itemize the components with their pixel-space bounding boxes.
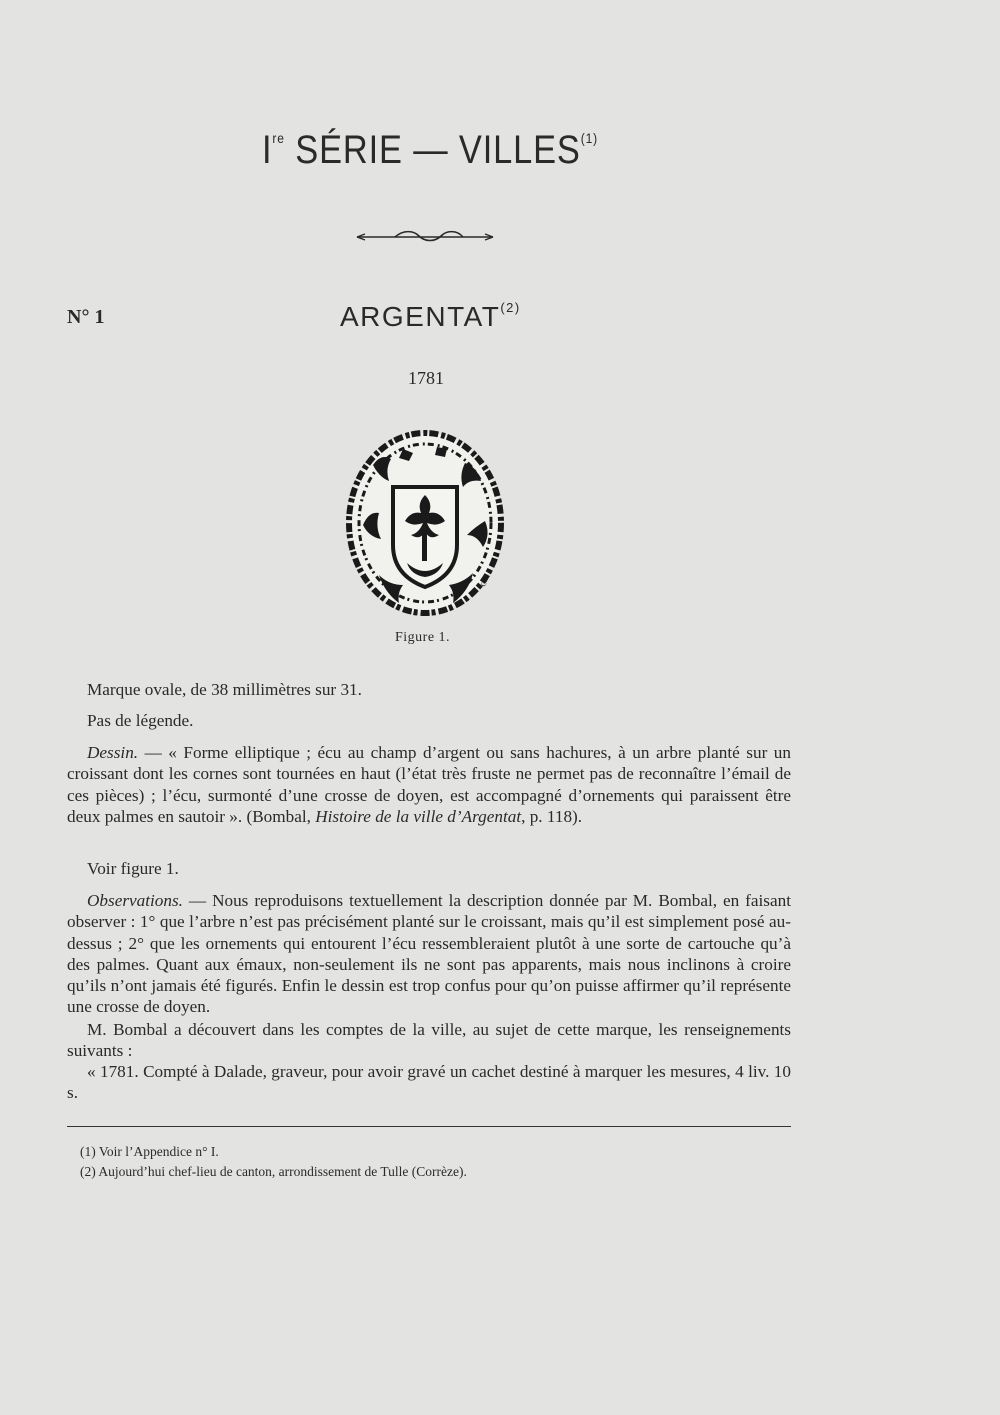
body-para-7 <box>67 1061 791 1104</box>
body-para-2 <box>67 710 791 731</box>
figure-caption: Figure 1. <box>395 630 451 645</box>
paragraph: Marque ovale, de 38 millimètres sur 31. <box>87 680 362 699</box>
text: , p. 118). <box>521 806 583 826</box>
decorative-ornament <box>355 228 495 246</box>
series-note-ref: (1) <box>580 130 599 146</box>
text: — Nous reproduisons textuellement la description donnée par M. Bombal, en faisant observer : 1° que l’arbre n’est pas précisément planté sur le croissant, mais qu’il est simplement posé au-dessus ; 2° que les ornements qui entourent l’écu ressembleraient plutôt à une sorte de cartouche qu’à des palmes. Quant aux émaux, non-seulement ils ne sont pas apparents, mais nous inclinons à croire qu’ils n’ont jamais été figurés. Enfin le dessin est trop confus pour qu’on puisse affirmer qu’il représente une crosse de doyen. <box>67 891 791 1017</box>
body-para-4 <box>67 858 791 879</box>
footnote-divider <box>67 1126 791 1127</box>
city-name: ARGENTAT <box>340 301 501 332</box>
label-dessin: Dessin. <box>87 743 139 762</box>
paragraph: M. Bombal a découvert dans les comptes de la ville, au sujet de cette marque, les renseignements suivants : <box>67 1020 791 1061</box>
series-sup: re <box>272 130 285 146</box>
book-title: Histoire de la ville d’Argentat <box>315 806 522 826</box>
series-title <box>60 128 800 173</box>
label-observations: Observations. <box>87 891 183 910</box>
paragraph: Pas de légende. <box>87 711 194 730</box>
paragraph: Voir figure 1. <box>87 859 179 878</box>
seal-figure <box>345 425 507 621</box>
footnote-1: (1) Voir l’Appendice n° I. <box>80 1144 219 1159</box>
body-para-6 <box>67 1019 791 1062</box>
footnote-2: (2) Aujourd’hui chef-lieu de canton, arrondissement de Tulle (Corrèze). <box>80 1164 467 1179</box>
text: — « Forme elliptique ; écu au champ d’argent ou sans hachures, à un arbre planté sur un croissant dont les cornes sont tournées en haut (l’état très fruste ne permet pas de reconnaître l’émail de ces pièces) ; l’écu, surmonté d’une crosse de doyen, est accompagné d’ornements qui paraissent être deux palmes en sautoir ». (Bombal, <box>67 743 791 826</box>
city-title <box>340 300 521 333</box>
entry-number: N° 1 <box>67 306 105 328</box>
footnotes <box>80 1142 467 1182</box>
paragraph <box>67 890 791 1018</box>
body-para-1 <box>67 679 791 700</box>
figure-signature: C.L. <box>479 573 492 588</box>
city-note-ref: (2) <box>500 300 521 315</box>
paragraph: « 1781. Compté à Dalade, graveur, pour avoir gravé un cachet destiné à marquer les mesures, 4 liv. 10 s. <box>67 1062 791 1103</box>
body-para-5 <box>67 890 791 1018</box>
entry-year: 1781 <box>408 368 444 388</box>
body-para-3 <box>67 742 791 827</box>
series-text: SÉRIE — VILLES <box>295 128 581 172</box>
paragraph <box>67 742 791 827</box>
series-prefix: I <box>261 128 273 172</box>
